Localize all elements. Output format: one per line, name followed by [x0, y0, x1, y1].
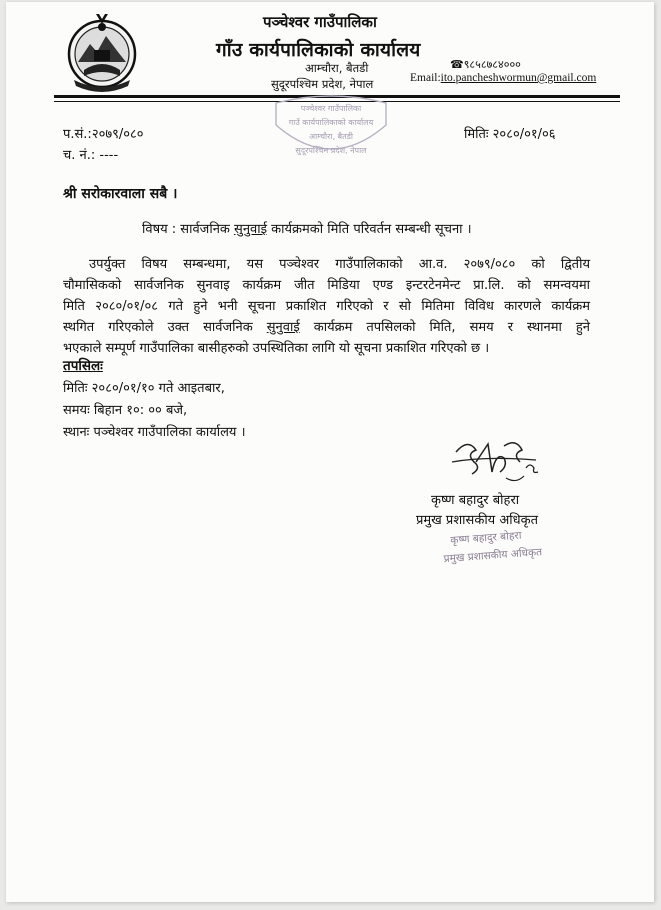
address-line-1: आम्चौरा, बैतडी [305, 61, 369, 75]
signatory-name: कृष्ण बहादुर बोहरा [431, 493, 520, 508]
addressee: श्री सरोकारवाला सबै । [63, 186, 178, 202]
body-line-4-post: कार्यक्रम तपसिलको मिति, समय र स्थानमा हुने [299, 320, 590, 335]
phone-number [450, 57, 521, 72]
body-paragraph [63, 254, 590, 359]
body-line-5: भएकाले सम्पूर्ण गाउँपालिका बासीहरुको उपस्थितिका लागि यो सूचना प्रकाशित गरिएको छ । [63, 341, 490, 356]
stamp-title: प्रमुख प्रशासकीय अधिकृत [443, 546, 543, 566]
body-line-4-pre: स्थगित गरिएकोले उक्त सार्वजनिक [63, 320, 267, 335]
stamp-name: कृष्ण बहादुर बोहरा [450, 529, 522, 547]
phone-icon: ☎ [450, 58, 464, 71]
seal-text-1: पञ्चेश्वर गाउँपालिका [300, 104, 362, 113]
phone-value: ९८५८७८४००० [463, 58, 521, 71]
seal-text-4: सुदूरपश्चिम प्रदेश, नेपाल [295, 146, 367, 155]
email [410, 72, 596, 84]
subject-post: कार्यक्रमको मिति परिवर्तन सम्बन्धी सूचना । [267, 222, 472, 237]
detail-time: समयः बिहान १०: ०० बजे, [63, 403, 188, 418]
body-line-1: उपर्युक्त विषय सम्बन्धमा, यस पञ्चेश्वर गाउँपालिकाको आ.व. २०७९/०८० को द्वितीय [89, 257, 590, 272]
reference-number: प.सं.:२०७९/०८० [63, 127, 144, 142]
office-name: गाँउ कार्यपालिकाको कार्यालय [216, 39, 421, 61]
government-emblem-icon [66, 10, 138, 92]
dispatch-number: च. नं.: ---- [63, 148, 119, 163]
email-label: Email: [410, 72, 441, 84]
signatory-title: प्रमुख प्रशासकीय अधिकृत [416, 513, 539, 528]
details-heading: तपसिलः [63, 358, 103, 374]
office-seal [270, 95, 392, 165]
subject-underlined: सुनुवाई [234, 222, 268, 237]
municipality-name: पञ्चेश्वर गाउँपालिका [263, 13, 377, 31]
detail-date: मितिः २०८०/०१/१० गते आइतबार, [63, 381, 225, 396]
body-line-4-underlined: सुनुवाई [266, 320, 300, 335]
detail-venue: स्थानः पञ्चेश्वर गाउँपालिका कार्यालय । [63, 425, 246, 440]
letter-date: मितिः २०८०/०१/०६ [464, 127, 556, 142]
body-line-3: मिति २०८०/०१/०८ गते हुने भनी सूचना प्रकाशित गरिएको र सो मितिमा विविध कारणले कार्यक्रम [63, 299, 590, 314]
address-line-2: सुदूरपश्चिम प्रदेश, नेपाल [271, 77, 374, 91]
subject-line [142, 219, 472, 237]
signature [446, 432, 556, 490]
subject-pre: विषय : सार्वजनिक [142, 222, 235, 237]
seal-text-2: गाउँ कार्यपालिकाको कार्यालय [288, 118, 374, 127]
seal-text-3: आम्चौरा, बैतडी [308, 132, 354, 141]
body-line-4 [63, 317, 590, 338]
body-line-2: चौमासिकको सार्वजनिक सुनवाइ कार्यक्रम जीत मिडिया एण्ड इन्टरटेनमेन्ट प्रा.लि. को समन्वयमा [63, 278, 590, 293]
email-address[interactable]: ito.pancheshwormun@gmail.com [440, 72, 597, 84]
